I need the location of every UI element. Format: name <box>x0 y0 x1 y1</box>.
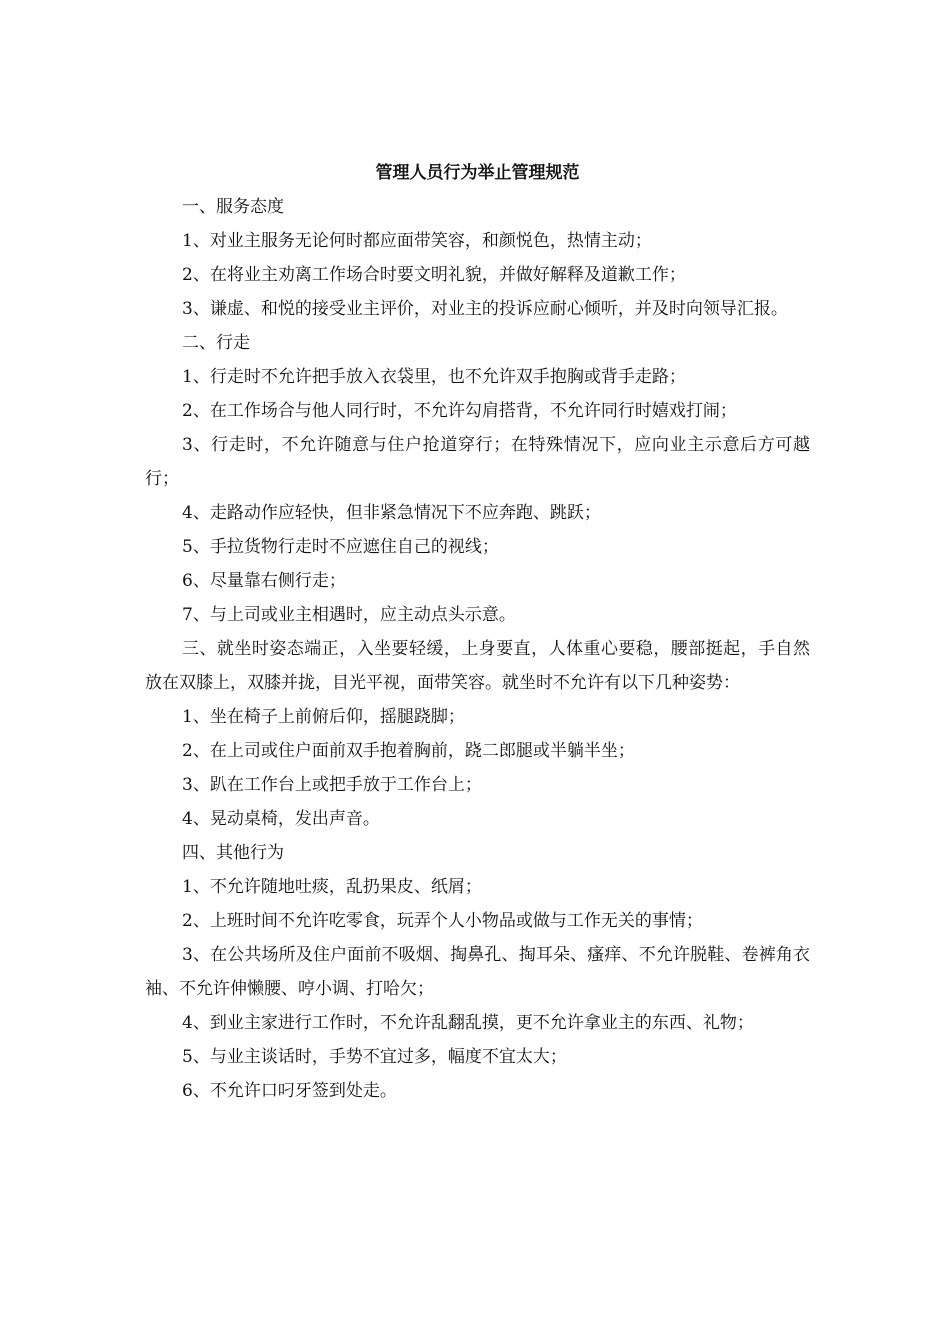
paragraph: 5、手拉货物行走时不应遮住自己的视线； <box>182 537 499 557</box>
section-heading-other-behavior: 四、其他行为 <box>182 843 284 863</box>
paragraph: 4、走路动作应轻快，但非紧急情况下不应奔跑、跳跃； <box>182 503 601 523</box>
paragraph: 1、不允许随地吐痰，乱扔果皮、纸屑； <box>182 877 482 897</box>
paragraph: 3、谦虚、和悦的接受业主评价，对业主的投诉应耐心倾听，并及时向领导汇报。 <box>182 299 788 319</box>
paragraph: 6、不允许口叼牙签到处走。 <box>182 1081 397 1101</box>
paragraph: 2、在将业主劝离工作场合时要文明礼貌，并做好解释及道歉工作； <box>182 265 686 285</box>
paragraph: 6、尽量靠右侧行走； <box>182 571 346 591</box>
paragraph: 7、与上司或业主相遇时，应主动点头示意。 <box>182 605 516 625</box>
paragraph: 2、上班时间不允许吃零食，玩弄个人小物品或做与工作无关的事情； <box>182 911 703 931</box>
paragraph: 1、行走时不允许把手放入衣袋里，也不允许双手抱胸或背手走路； <box>182 367 686 387</box>
paragraph: 5、与业主谈话时，手势不宜过多，幅度不宜太大； <box>182 1047 567 1067</box>
paragraph: 2、在上司或住户面前双手抱着胸前，跷二郎腿或半躺半坐； <box>182 741 635 761</box>
paragraph: 1、坐在椅子上前俯后仰，摇腿跷脚； <box>182 707 465 727</box>
paragraph: 3、在公共场所及住户面前不吸烟、掏鼻孔、掏耳朵、瘙痒、不允许脱鞋、卷裤角衣袖、不允许伸懒腰、哼小调、打哈欠； <box>145 945 810 999</box>
paragraph: 1、对业主服务无论何时都应面带笑容，和颜悦色，热情主动； <box>182 231 652 251</box>
section-heading-sitting: 三、就坐时姿态端正，入坐要轻缓，上身要直，人体重心要稳，腰部挺起，手自然放在双膝上，双膝并拢，目光平视，面带笑容。就坐时不允许有以下几种姿势： <box>145 639 810 693</box>
paragraph: 3、行走时，不允许随意与住户抢道穿行；在特殊情况下，应向业主示意后方可越行； <box>145 435 810 489</box>
section-heading-service-attitude: 一、服务态度 <box>182 197 284 217</box>
document-page <box>145 156 810 1108</box>
paragraph: 4、晃动桌椅，发出声音。 <box>182 809 380 829</box>
paragraph: 4、到业主家进行工作时，不允许乱翻乱摸，更不允许拿业主的东西、礼物； <box>182 1013 754 1033</box>
section-heading-walking: 二、行走 <box>182 333 250 353</box>
document-title: 管理人员行为举止管理规范 <box>375 163 580 183</box>
paragraph: 2、在工作场合与他人同行时，不允许勾肩搭背，不允许同行时嬉戏打闹； <box>182 401 737 421</box>
paragraph: 3、趴在工作台上或把手放于工作台上； <box>182 775 482 795</box>
